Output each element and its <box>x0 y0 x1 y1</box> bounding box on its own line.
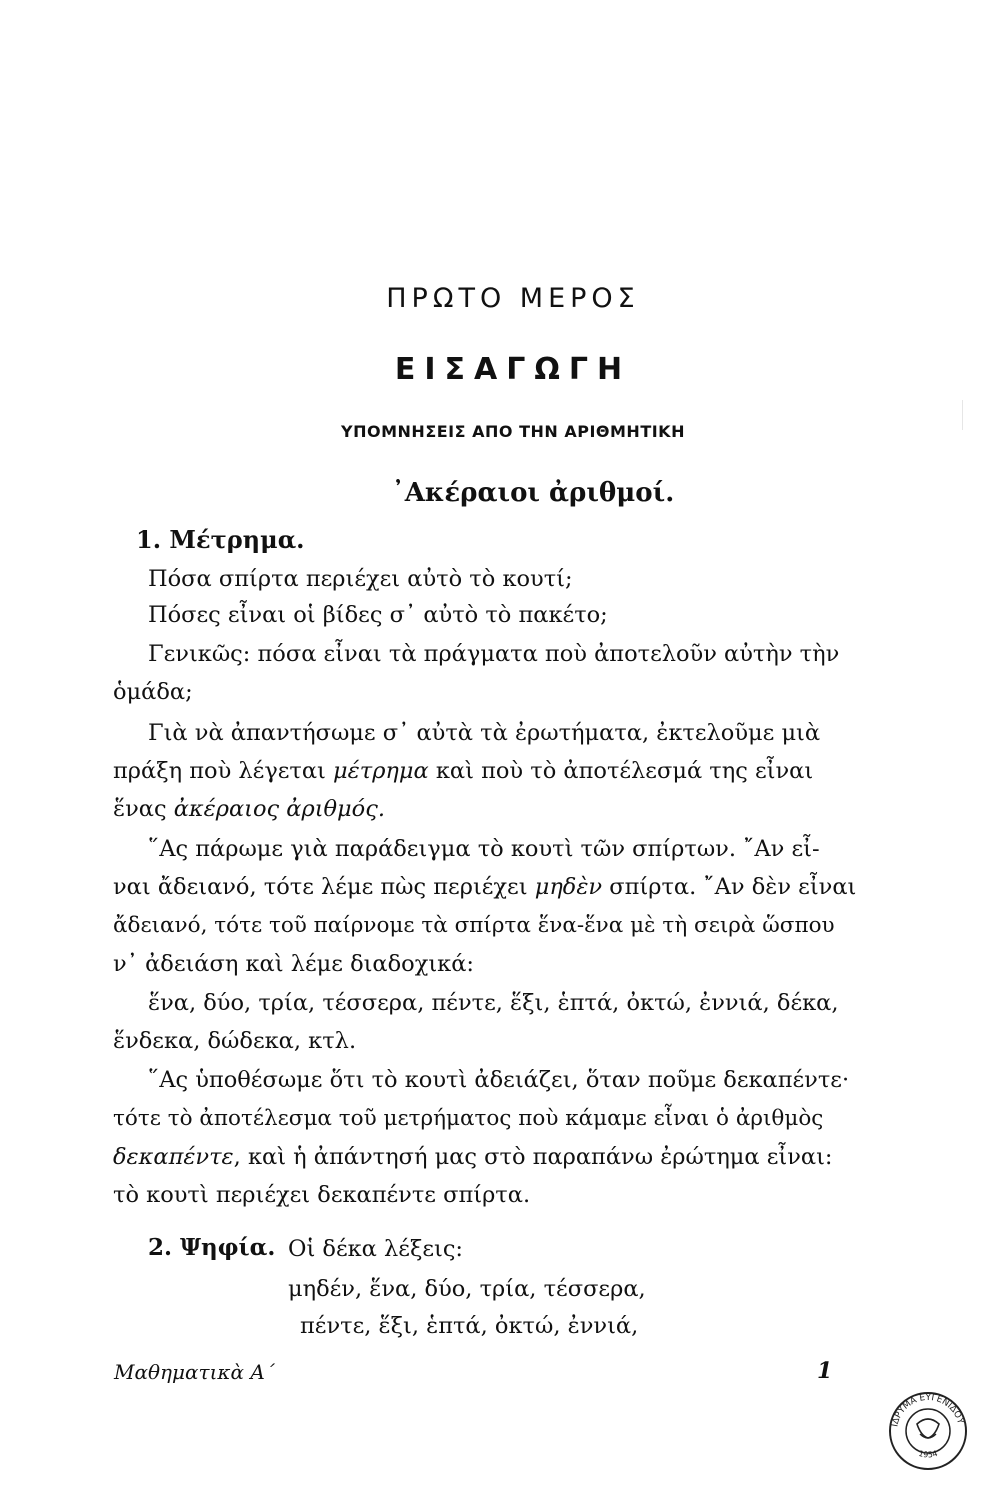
text-line: ἕνδεκα, δώδεκα, κτλ. <box>113 1028 357 1054</box>
stamp-label-path: ΙΔΡΥΜΑ ΕΥΓΕΝΙΔΟΥ <box>890 1392 966 1428</box>
text-line <box>113 760 813 783</box>
page-number: 1 <box>817 1358 833 1384</box>
text-line <box>113 1146 833 1169</box>
text-line <box>113 798 385 821</box>
text-line: Οἱ δέκα λέξεις: <box>288 1236 464 1262</box>
text-line: ὁμάδα; <box>113 679 193 705</box>
text-line: ἕνα, δύο, τρία, τέσσερα, πέντε, ἕξι, ἑπτά, ὀκτώ, ἐννιά, δέκα, <box>148 990 839 1016</box>
stamp-graphic <box>887 1390 969 1472</box>
text-line: τὸ κουτὶ περιέχει δεκαπέντε σπίρτα. <box>113 1182 531 1208</box>
book-title-footer: Μαθηματικὰ Α΄ <box>114 1360 275 1384</box>
text-span: ἕνας <box>113 796 174 822</box>
chapter-heading: ΕΙΣΑΓΩΓΗ <box>394 352 632 387</box>
term-counting: μέτρημα <box>333 758 429 784</box>
part-heading: ΠΡΩΤΟ ΜΕΡΟΣ <box>386 283 640 314</box>
text-line: Γιὰ νὰ ἀπαντήσωμε σ᾿ αὐτὰ τὰ ἐρωτήματα, ἐκτελοῦμε μιὰ <box>148 720 821 746</box>
text-span: ναι ἄδειανό, τότε λέμε πὼς περιέχει <box>113 874 535 900</box>
scan-artifact <box>962 400 963 430</box>
text-line <box>113 876 856 899</box>
stamp-year <box>917 1449 938 1460</box>
term-zero: μηδὲν <box>534 874 603 900</box>
text-line: Πόσα σπίρτα περιέχει αὐτὸ τὸ κουτί; <box>148 566 573 592</box>
stamp-year-path: 1954 <box>917 1448 939 1460</box>
text-line: μηδέν, ἕνα, δύο, τρία, τέσσερα, <box>288 1276 646 1302</box>
stamp-inner-ring <box>906 1409 950 1453</box>
text-line: τότε τὸ ἀποτέλεσμα τοῦ μετρήματος ποὺ κάμαμε εἶναι ὁ ἀριθμὸς <box>113 1106 824 1131</box>
text-line: ν᾿ ἀδειάση καὶ λέμε διαδοχικά: <box>113 951 475 977</box>
library-stamp-icon <box>887 1390 969 1472</box>
text-line: ῞Ας πάρωμε γιὰ παράδειγμα τὸ κουτὶ τῶν σπίρτων. ῎Αν εἶ- <box>148 836 820 862</box>
text-span: πράξη ποὺ λέγεται <box>113 758 334 784</box>
stamp-label <box>890 1393 965 1428</box>
text-line: Πόσες εἶναι οἱ βίδες σ᾿ αὐτὸ τὸ πακέτο; <box>148 602 608 628</box>
section-title: ᾿Ακέραιοι ἀριθμοί. <box>391 478 675 508</box>
text-line: πέντε, ἕξι, ἑπτά, ὀκτώ, ἐννιά, <box>300 1313 639 1339</box>
term-integer: ἀκέραιος ἀριθμός. <box>173 796 385 822</box>
text-line: ῞Ας ὑποθέσωμε ὅτι τὸ κουτὶ ἀδειάζει, ὅταν ποῦμε δεκαπέντε· <box>148 1067 850 1093</box>
paragraph-title-counting: 1. Μέτρημα. <box>136 525 305 554</box>
paragraph-title-digits: 2. Ψηφία. <box>148 1234 276 1261</box>
chapter-subheading: ΥΠΟΜΝΗΣΕΙΣ ΑΠΟ ΤΗΝ ΑΡΙΘΜΗΤΙΚΗ <box>341 422 685 441</box>
text-span: σπίρτα. ῎Αν δὲν εἶναι <box>602 874 857 900</box>
text-line: ἄδειανό, τότε τοῦ παίρνομε τὰ σπίρτα ἕνα-ἕνα μὲ τὴ σειρὰ ὥσπου <box>113 913 835 938</box>
text-span: καὶ ποὺ τὸ ἀποτέλεσμά της εἶναι <box>428 758 814 784</box>
text-span: , καὶ ἡ ἀπάντησή μας στὸ παραπάνω ἐρώτημα εἶναι: <box>233 1144 833 1170</box>
text-line: Γενικῶς: πόσα εἶναι τὰ πράγματα ποὺ ἀποτελοῦν αὐτὴν τὴν <box>148 641 840 667</box>
term-fifteen: δεκαπέντε <box>113 1144 234 1170</box>
